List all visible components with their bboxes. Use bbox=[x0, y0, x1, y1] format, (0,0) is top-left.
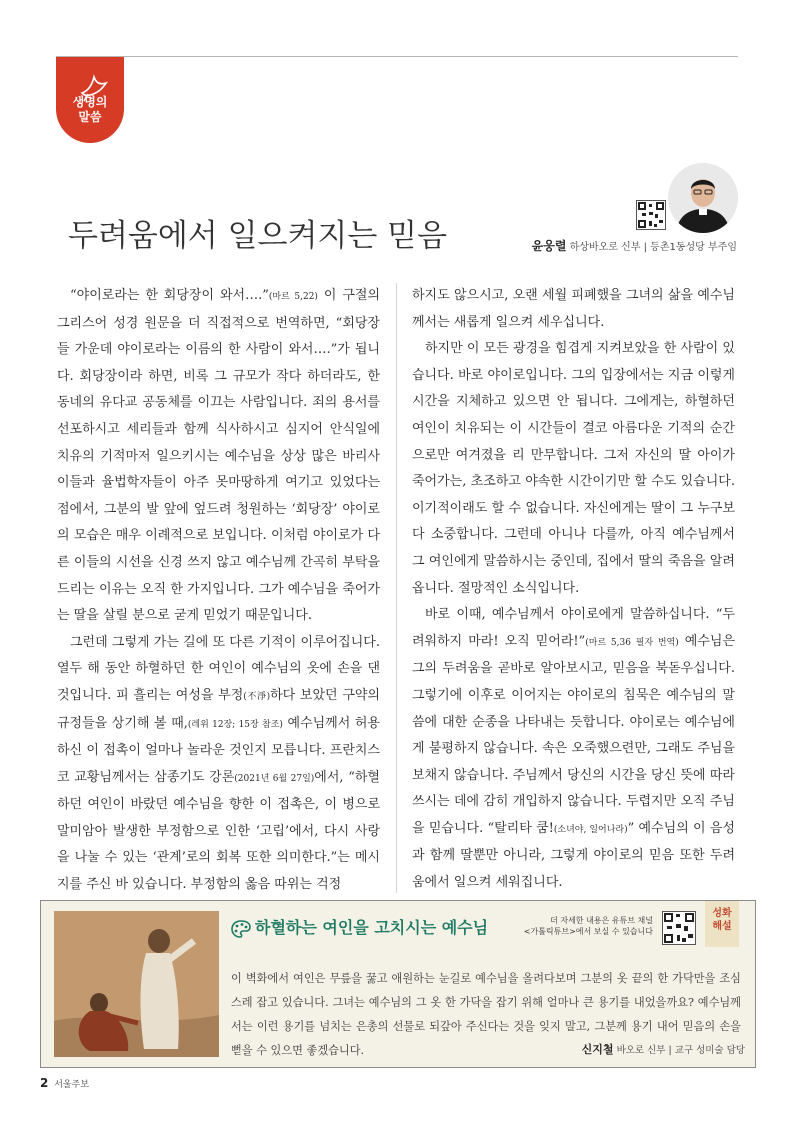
page-number: 2 bbox=[40, 1076, 49, 1090]
badge-line-1: 생명의 bbox=[72, 95, 108, 109]
article-column-left bbox=[57, 283, 380, 899]
art-title bbox=[231, 915, 488, 938]
translation-note: (소녀야, 일어나라) bbox=[553, 824, 628, 835]
art-commentary-author bbox=[582, 1041, 745, 1057]
badge-line-2: 말씀 bbox=[78, 110, 102, 124]
text-run: 예수님께서 허용하신 이 접촉이 얼마나 놀라운 것인지 모릅니다. 프란치스코 교황님께서는 삼종기도 강론 bbox=[57, 715, 380, 785]
qr-code-icon[interactable] bbox=[662, 911, 696, 945]
hanja-note: (不淨) bbox=[243, 691, 271, 702]
top-rule bbox=[56, 56, 738, 57]
publication-name: 서울주보 bbox=[54, 1080, 90, 1090]
author-name: 윤웅렬 bbox=[531, 239, 567, 253]
youtube-note-line-1: 더 자세한 내용은 유튜브 채널 bbox=[550, 916, 653, 925]
text-run: 그런데 그렇게 가는 길에 또 다른 기적이 이루어집니다. 열두 해 동안 하혈하던 한 여인이 예수님의 옷에 손을 댄 것입니다. 피 흘리는 여성을 부정 bbox=[57, 634, 380, 703]
page-footer bbox=[40, 1076, 89, 1090]
tag-line-1: 성화 bbox=[712, 908, 732, 919]
badge-label bbox=[56, 95, 124, 125]
art-commentary-text: 이 벽화에서 여인은 무릎을 꿇고 애원하는 눈길로 예수님을 올려다보며 그분의 옷 끝의 한 가닥만을 조심스레 잡고 있습니다. 그녀는 예수님의 그 옷 한 가닥을 잡기 위해 얼마나 큰 용기를 내었을까요? 예수님께서는 이런 용기를 넘치는 은총의 선물로 되갚아 주신다는 것을 잊지 말고, 그분께 용기 내어 믿음의 손을 뻗을 수 있으면 좋겠습니다. bbox=[231, 972, 741, 1057]
section-badge bbox=[56, 57, 124, 143]
fresco-painting bbox=[54, 911, 219, 1057]
art-author-role: 바오로 신부 | 교구 성미술 담당 bbox=[616, 1045, 745, 1056]
date-reference: (2021년 6월 27일) bbox=[234, 773, 315, 784]
art-title-text: 하혈하는 여인을 고치시는 예수님 bbox=[255, 918, 489, 937]
author-byline bbox=[532, 237, 737, 254]
article-paragraph bbox=[57, 630, 380, 899]
author-role: 하상바오로 신부 | 등촌1동성당 부주임 bbox=[569, 242, 737, 253]
art-commentary-tag bbox=[705, 901, 739, 947]
scripture-reference: (마르 5,36 필자 번역) bbox=[585, 637, 679, 648]
text-run: 에서, “하혈하던 여인이 바랐던 예수님을 향한 이 접촉은, 이 병으로 말미암아 발생한 부정함으로 인한 ‘고립’에서, 다시 사랑을 나눌 수 있는 ‘관계’로의 회복 또한 의미한다.”는 메시지를 주신 바 있습니다. 부정함의 옳음 따위는 걱정 bbox=[57, 769, 380, 893]
qr-code-icon[interactable] bbox=[636, 200, 666, 230]
text-run: 하다 보았던 구약의 규정들을 상기해 볼 때, bbox=[57, 687, 380, 731]
art-author-name: 신지철 bbox=[581, 1043, 614, 1056]
article-paragraph bbox=[57, 283, 380, 630]
article-column-right bbox=[412, 283, 735, 897]
text-run: ” 예수님의 이 음성과 함께 딸뿐만 아니라, 그렇게 야이로의 믿음 또한 두려움에서 일으켜 세워집니다. bbox=[412, 820, 735, 891]
text-run: 예수님은 그의 두려움을 곧바로 알아보시고, 믿음을 북돋우십니다. 그렇기에 이후로 이어지는 야이로의 침묵은 예수님의 말씀에 대한 순종을 나타내는 듯합니다. 야이로는 예수님에게 불평하지 않습니다. 속은 오죽했으련만, 그래도 주님을 보채지 않습니다. 주님께서 당신의 시간을 당신 뜻에 따라 쓰시는 데에 감히 개입하지 않습니다. 두렵지만 오직 주님을 믿습니다. “탈리타 쿰! bbox=[412, 633, 735, 836]
article-paragraph bbox=[412, 602, 735, 897]
text-run: 바로 이때, 예수님께서 야이로에게 말씀하십니다. “두려워하지 마라! 오직 믿어라!” bbox=[412, 607, 735, 649]
text-run: “야이로라는 한 회당장이 와서….” bbox=[70, 288, 269, 303]
youtube-note bbox=[513, 915, 653, 937]
scripture-reference: (마르 5,22) bbox=[268, 292, 318, 302]
tag-line-2: 해설 bbox=[712, 921, 732, 932]
scripture-reference: (레위 12장; 15장 참조) bbox=[187, 719, 283, 730]
author-photo bbox=[668, 163, 738, 233]
youtube-note-line-2: <가톨릭튜브>에서 보실 수 있습니다 bbox=[523, 927, 653, 936]
palette-icon bbox=[231, 920, 251, 938]
article-paragraph: 하지만 이 모든 광경을 힘겹게 지켜보았을 한 사람이 있습니다. 바로 야이로입니다. 그의 입장에서는 지금 이렇게 시간을 지체하고 있으면 안 됩니다. 그에게는, 하혈하던 여인이 치유되는 이 시간들이 결코 아름다운 기적의 순간으로만 여겨졌을 리 만무합니다. 그저 자신의 딸 아이가 죽어가는, 초조하고 야속한 시간이기만 할 수도 있습니다. 이기적이래도 할 수 없습니다. 자신에게는 딸이 그 누구보다 소중합니다. 그런데 아니나 다를까, 아직 예수님께서 그 여인에게 말씀하시는 중인데, 집에서 딸의 죽음을 알려옵니다. 절망적인 소식입니다. bbox=[412, 341, 735, 596]
art-commentary-box bbox=[40, 900, 756, 1068]
column-divider bbox=[396, 283, 397, 893]
article-paragraph: 하지도 않으시고, 오랜 세월 피폐했을 그녀의 삶을 예수님께서는 새롭게 일으켜 세우십니다. bbox=[412, 288, 735, 330]
page-title: 두려움에서 일으켜지는 믿음 bbox=[68, 218, 448, 254]
text-run: 이 구절의 그리스어 성경 원문을 더 직접적으로 번역하면, “회당장들 가운데 야이로라는 이름의 한 사람이 와서….”가 됩니다. 회당장이라 하면, 비록 그 규모가 작다 하더라도, 한 동네의 유다교 공동체를 이끄는 사람입니다. 죄의 용서를 선포하시고 세리들과 함께 식사하시고 심지어 안식일에 치유의 기적마저 일으키시는 예수님을 상상 많은 바리사이들과 율법학자들이 아주 못마땅하게 여기고 있었다는 점에서, 그분의 발 앞에 엎드려 청원하는 ‘회당장’ 야이로의 모습은 매우 이례적으로 보입니다. 이처럼 야이로가 다른 이들의 시선을 신경 쓰지 않고 예수님께 간곡히 부탁을 드리는 이유는 오직 한 가지입니다. 그가 예수님을 죽어가는 딸을 살릴 분으로 굳게 믿었기 때문입니다. bbox=[57, 288, 381, 624]
